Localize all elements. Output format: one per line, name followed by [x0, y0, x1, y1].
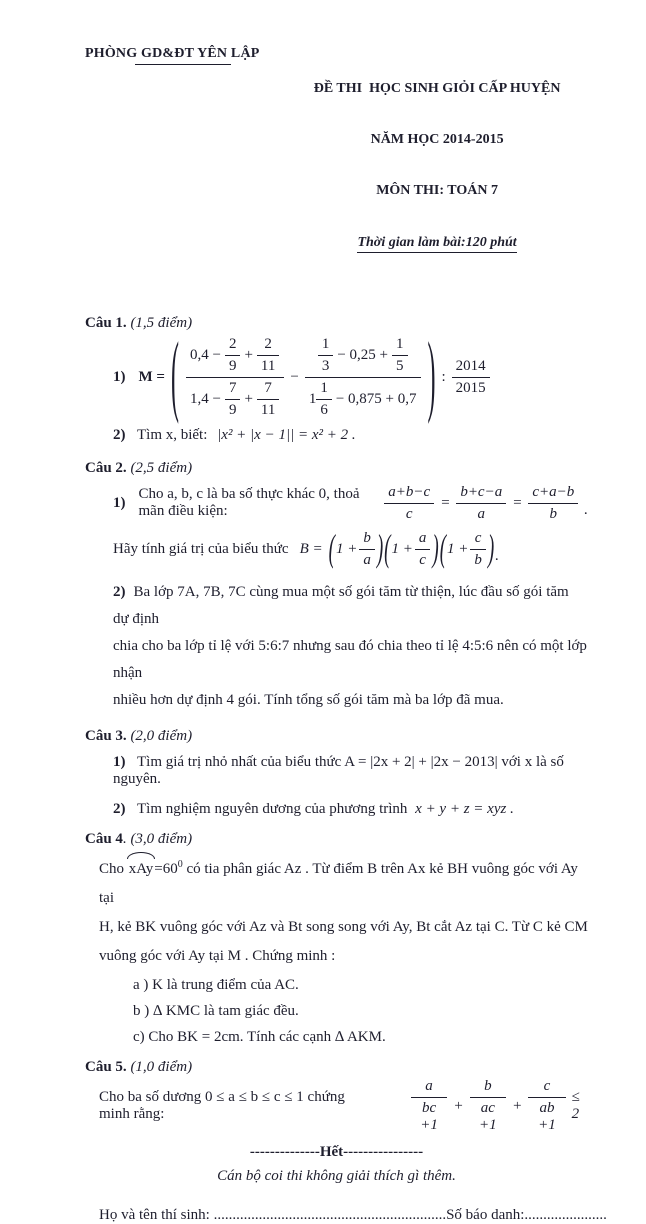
question-1-item-2	[85, 427, 588, 444]
registration-number-dots: ......................	[524, 1207, 607, 1223]
close-paren: )	[427, 328, 436, 427]
candidate-name-label: Họ và tên thí sinh:	[99, 1207, 214, 1223]
candidate-name-dots: ..............................................................	[213, 1207, 447, 1223]
frac-den: 9	[228, 358, 237, 374]
frac-num: 1	[392, 336, 408, 356]
document-header	[85, 46, 588, 287]
divide-colon: :	[441, 369, 446, 385]
question-3-heading	[85, 728, 588, 745]
equation: x + y + z = xyz .	[415, 801, 514, 817]
body-text: có tia phân giác Az . Từ điểm B trên Ax kẻ BH vuông góc với Ay tại	[99, 861, 578, 906]
frac-num: 2014	[452, 358, 490, 378]
plus-operator: +	[512, 1097, 523, 1114]
exam-year: NĂM HỌC 2014-2015	[370, 132, 504, 147]
open-paren: (	[328, 528, 335, 570]
open-paren: (	[384, 528, 391, 570]
body-text: Cho	[99, 861, 125, 877]
frac-den: a	[363, 551, 371, 568]
body-text-line-2: H, kẻ BK vuông góc với Az và Bt song song với Ay, Bt cắt Az tại C. Từ C kẻ CM	[99, 919, 588, 935]
equals-sign: =	[512, 494, 523, 511]
question-2-points: (2,5 điểm)	[130, 460, 193, 476]
exam-duration: Thời gian làm bài:120 phút	[357, 234, 516, 253]
frac-den: 6	[320, 402, 328, 418]
abs-equation: |x² + |x − 1|| = x² + 2 .	[217, 427, 356, 443]
equals-sign: =	[440, 494, 451, 511]
frac-den: 5	[396, 358, 404, 374]
question-2-item-2	[85, 579, 588, 714]
question-5-heading	[85, 1059, 588, 1076]
big-fraction-1	[186, 336, 284, 419]
frac-den: b	[549, 505, 558, 522]
question-3-item-2	[85, 801, 588, 818]
question-4-heading	[85, 831, 588, 848]
frac-den: c	[405, 505, 413, 522]
inequality-rhs: ≤ 2	[571, 1089, 580, 1122]
subitem-a: a ) K là trung điểm của AC.	[133, 977, 299, 993]
question-4-label: Câu 4	[85, 831, 123, 847]
question-3-item-1	[85, 754, 588, 788]
item-text: với x là số nguyên.	[113, 754, 564, 787]
minus-operator: −	[290, 369, 299, 385]
frac-den: bc +1	[420, 1100, 438, 1133]
b-expression	[300, 530, 499, 569]
open-paren: (	[170, 328, 179, 427]
frac-text: − 0,875 + 0,7	[335, 391, 417, 407]
end-divider: --------------Hết----------------	[249, 1144, 424, 1160]
frac-num: c	[528, 1078, 565, 1098]
frac-text: +	[244, 347, 253, 363]
frac-den: 2015	[455, 380, 486, 396]
frac-text: 1,4 −	[189, 391, 221, 407]
close-paren: )	[432, 528, 439, 570]
issuing-office-name: PHÒNG GD&ĐT YÊN LẬP	[85, 46, 260, 61]
frac-den: 9	[228, 402, 237, 418]
registration-number-label: Số báo danh:	[446, 1207, 525, 1223]
question-3-label: Câu 3.	[85, 728, 127, 744]
close-paren: )	[487, 528, 495, 570]
question-1-heading	[85, 315, 588, 332]
open-paren: (	[439, 528, 447, 570]
question-5-body	[85, 1078, 588, 1134]
period: .	[584, 501, 588, 518]
item-number: 1)	[113, 754, 126, 770]
question-1-label: Câu 1.	[85, 315, 127, 331]
frac-num: 1	[316, 380, 332, 400]
body-text: Cho ba số dương 0 ≤ a ≤ b ≤ c ≤ 1 chứng minh rằng:	[99, 1089, 345, 1122]
item-text: Tìm giá trị nhỏ nhất của biểu thức A =	[136, 754, 367, 770]
frac-den: 11	[260, 402, 276, 418]
frac-num: 7	[257, 380, 279, 400]
angle-value: =60	[154, 861, 178, 877]
subitem-b: b ) ∆ KMC là tam giác đều.	[133, 1003, 299, 1019]
frac-text: 1 +	[391, 540, 413, 557]
question-1-item-1-formula	[85, 328, 588, 427]
frac-num: b	[359, 530, 375, 550]
item-number: 2)	[113, 584, 126, 600]
frac-num: b+c−a	[456, 484, 506, 504]
question-2-label: Câu 2.	[85, 460, 127, 476]
item-number: 1)	[113, 369, 126, 385]
item-number: 1)	[113, 494, 126, 511]
frac-den: 11	[260, 358, 276, 374]
frac-den: 3	[321, 358, 330, 374]
item-number: 2)	[113, 427, 126, 443]
frac-den: ab +1	[538, 1100, 556, 1133]
question-2-heading	[85, 460, 588, 477]
formula-lhs: B =	[299, 540, 323, 557]
angle-notation: xAy	[128, 855, 154, 884]
question-1-points: (1,5 điểm)	[130, 315, 193, 331]
period: .	[495, 547, 499, 564]
frac-num: 1	[318, 336, 334, 356]
frac-text: 0,4 −	[189, 347, 221, 363]
question-5-points: (1,0 điểm)	[130, 1059, 193, 1075]
exam-subject: MÔN THI: TOÁN 7	[376, 183, 498, 198]
question-4-subitems	[85, 972, 588, 1050]
item-number: 2)	[113, 801, 126, 817]
big-fraction-2	[305, 336, 421, 419]
frac-text: +	[244, 391, 253, 407]
frac-num: a	[415, 530, 431, 550]
formula-lhs: M =	[138, 369, 165, 385]
abs-formula: |2x + 2| + |2x − 2013|	[370, 754, 498, 770]
subitem-c: c) Cho BK = 2cm. Tính các cạnh ∆ AKM.	[133, 1029, 386, 1045]
plus-operator: +	[453, 1097, 464, 1114]
item-text-line-1: Ba lớp 7A, 7B, 7C cùng mua một số gói tăm từ thiện, lúc đầu số gói tăm dự định	[113, 584, 569, 627]
frac-num: 2	[257, 336, 279, 356]
degree-superscript: 0	[177, 859, 183, 870]
inequality-formula	[410, 1078, 588, 1134]
question-3-points: (2,0 điểm)	[130, 728, 193, 744]
question-5-label: Câu 5.	[85, 1059, 127, 1075]
frac-num: c+a−b	[528, 484, 578, 504]
frac-text: 1 +	[447, 540, 469, 557]
item-text: Tìm nghiệm nguyên dương của phương trình	[136, 801, 408, 817]
close-paren: )	[376, 528, 384, 570]
question-4-body	[85, 855, 588, 971]
frac-num: 7	[225, 380, 241, 400]
issuing-office	[85, 46, 286, 287]
question-4-points: . (3,0 điểm)	[122, 831, 193, 847]
item-text-line-2: chia cho ba lớp tỉ lệ với 5:6:7 nhưng sau đó chia theo tỉ lệ 4:5:6 nên có một lớp nhận	[113, 638, 587, 681]
frac-num: c	[470, 530, 486, 550]
frac-text: − 0,25 +	[337, 347, 388, 363]
frac-den: b	[474, 551, 482, 568]
item-text: Cho a, b, c là ba số thực khác 0, thoả mãn điều kiện:	[138, 486, 360, 519]
condition-formula	[383, 484, 588, 523]
frac-text: 1 +	[335, 540, 358, 557]
exam-title: ĐỀ THI HỌC SINH GIỎI CẤP HUYỆN	[313, 81, 561, 96]
exam-title-block	[286, 46, 588, 287]
frac-den: a	[477, 505, 486, 522]
body-text-line-3: vuông góc với Ay tại M . Chứng minh :	[99, 948, 336, 964]
item-text-line-3: nhiều hơn dự định 4 gói. Tính tổng số gói tăm mà ba lớp đã mua.	[113, 692, 504, 708]
item-text: Hãy tính giá trị của biểu thức	[113, 540, 289, 557]
question-2-item-1-line-1	[85, 481, 588, 525]
frac-num: a+b−c	[384, 484, 434, 504]
candidate-info-line	[85, 1207, 607, 1224]
frac-num: a	[411, 1078, 448, 1098]
frac-num: 2	[225, 336, 241, 356]
question-2-item-1-line-2	[85, 527, 588, 571]
proctor-note: Cán bộ coi thi không giải thích gì thêm.	[217, 1168, 456, 1184]
mixed-number-whole: 1	[308, 391, 317, 407]
frac-den: ac +1	[479, 1100, 497, 1133]
item-text: Tìm x, biết:	[136, 427, 208, 443]
frac-num: b	[470, 1078, 507, 1098]
frac-den: c	[419, 551, 426, 568]
office-underline-rule	[135, 64, 231, 65]
fraction-2014-2015	[452, 358, 490, 397]
